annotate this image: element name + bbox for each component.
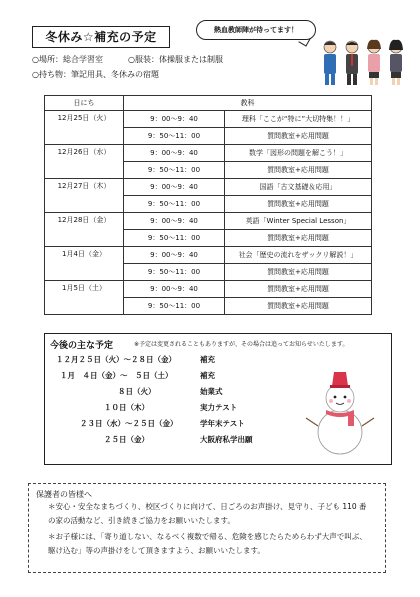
time-cell: 9：00〜9：40	[124, 179, 225, 196]
table-header-row	[45, 96, 372, 111]
event-date: ２３日（水）〜２５日（金）	[80, 419, 178, 428]
dress-info: ○服装：体操服または制服	[128, 55, 223, 64]
day-date: 12月28日（金）	[45, 213, 124, 247]
table-row	[45, 247, 372, 264]
time-cell: 9：00〜9：40	[124, 145, 225, 162]
time-cell: 9：50〜11：00	[124, 162, 225, 179]
event-date: １２月２５日（火）〜２８日（金）	[56, 355, 176, 364]
guardians-note: ＊安心・安全なまちづくり、校区づくりに向けて、日ごろのお声掛け、見守り、子ども 110 番の家の活動など、引き続きご協力をお願いいたします。	[48, 502, 367, 525]
teachers-illustration	[318, 38, 408, 86]
place-info: ○場所：総合学習室	[32, 55, 103, 64]
subject-cell: 質問教室+応用問題	[225, 128, 372, 145]
table-row	[45, 111, 372, 128]
time-cell: 9：00〜9：40	[124, 281, 225, 298]
subject-cell: 数学「図形の問題を解こう！」	[225, 145, 372, 162]
day-date: 12月25日（火）	[45, 111, 124, 145]
subject-cell: 社会「歴史の流れをザックリ解説！」	[225, 247, 372, 264]
day-date: 1月5日（土）	[45, 281, 124, 315]
event-name: 補充	[200, 355, 215, 364]
day-date: 12月27日（木）	[45, 179, 124, 213]
time-cell: 9：00〜9：40	[124, 213, 225, 230]
time-cell: 9：50〜11：00	[124, 230, 225, 247]
event-name: 始業式	[200, 387, 223, 396]
subject-cell: 国語「古文基礎＆応用」	[225, 179, 372, 196]
table-row	[45, 281, 372, 298]
snowman-illustration	[300, 368, 380, 458]
schedule-table	[44, 95, 372, 315]
subject-cell: 質問教室+応用問題	[225, 196, 372, 213]
event-name: 大阪府私学出願	[200, 435, 253, 444]
upcoming-schedule-title: 今後の主な予定	[50, 341, 114, 351]
event-name: 学年末テスト	[200, 419, 245, 428]
subject-cell: 質問教室+応用問題	[225, 162, 372, 179]
subject-cell: 質問教室+応用問題	[225, 281, 372, 298]
table-row	[45, 145, 372, 162]
guardians-note: ＊お子様には、「寄り道しない、なるべく複数で帰る、危険を感じたらためらわず大声で叫ぶ、駆け込む」等の声掛けをして頂きますよう、お願いいたします。	[48, 532, 367, 555]
time-cell: 9：50〜11：00	[124, 128, 225, 145]
event-date: １０日（木）	[104, 403, 149, 412]
subject-cell: 質問教室+応用問題	[225, 298, 372, 315]
subject-cell: 英語「Winter Special Lesson」	[225, 213, 372, 230]
header-subject: 教科	[124, 96, 372, 111]
time-cell: 9：50〜11：00	[124, 196, 225, 213]
event-name: 実力テスト	[200, 403, 238, 412]
items-info: ○持ち物：筆記用具、冬休みの宿題	[32, 70, 159, 79]
time-cell: 9：00〜9：40	[124, 111, 225, 128]
time-cell: 9：00〜9：40	[124, 247, 225, 264]
event-date: ２５日（金）	[104, 435, 149, 444]
event-date: ８日（火）	[118, 387, 156, 396]
table-row	[45, 213, 372, 230]
header-date: 日にち	[45, 96, 124, 111]
event-name: 補充	[200, 371, 215, 380]
upcoming-schedule-note: ※予定は変更されることもありますが、その場合は追ってお知らせいたします。	[134, 341, 349, 348]
day-date: 12月26日（水）	[45, 145, 124, 179]
day-date: 1月4日（金）	[45, 247, 124, 281]
time-cell: 9：50〜11：00	[124, 298, 225, 315]
page-title: 冬休み☆補充の予定	[32, 26, 170, 48]
subject-cell: 質問教室+応用問題	[225, 264, 372, 281]
time-cell: 9：50〜11：00	[124, 264, 225, 281]
speech-bubble: 熱血教師陣が待ってます！	[196, 20, 316, 40]
guardians-notice-title: 保護者の皆様へ	[36, 490, 92, 499]
subject-cell: 理科「ここが“特に”大切特集！！」	[225, 111, 372, 128]
table-row	[45, 179, 372, 196]
subject-cell: 質問教室+応用問題	[225, 230, 372, 247]
event-date: １月 ４日（金）〜 ５日（土）	[60, 371, 173, 380]
